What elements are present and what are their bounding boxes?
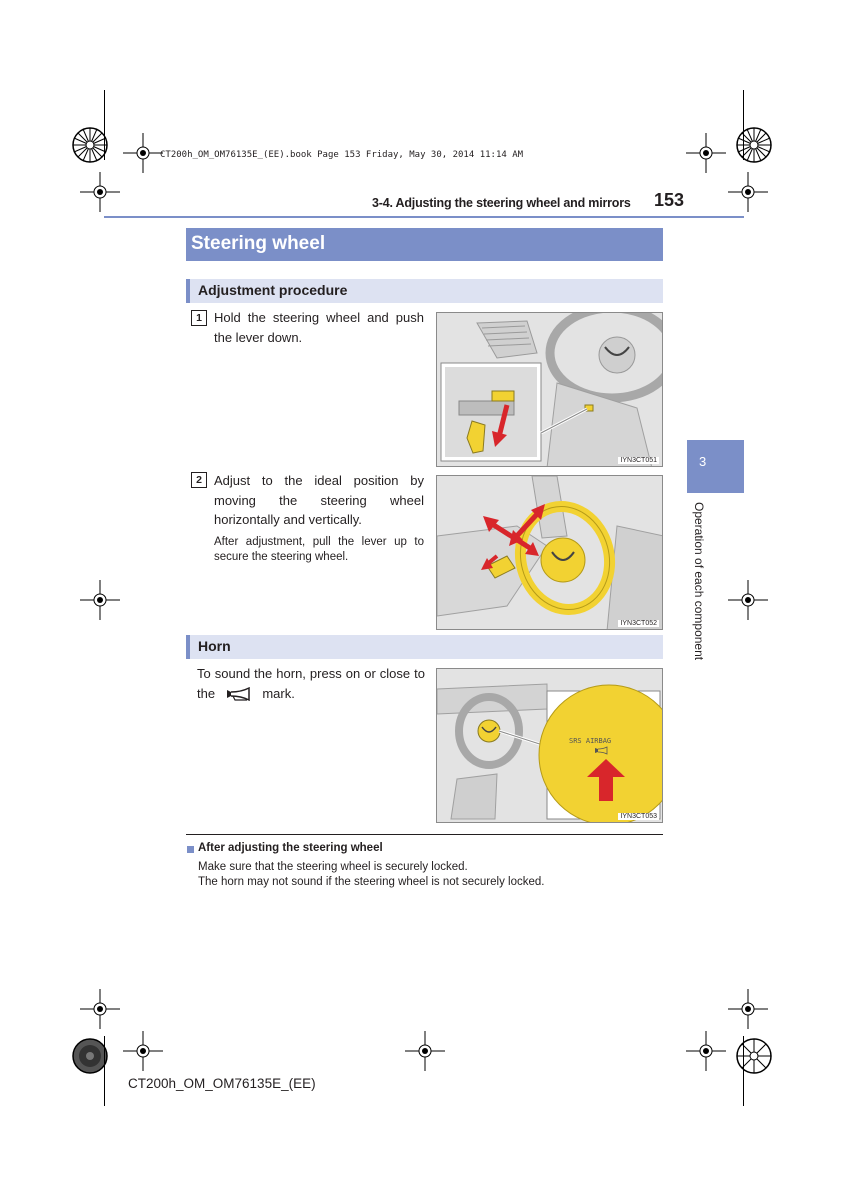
- figure-steering-lever: [436, 312, 663, 467]
- horn-heading: Horn: [198, 638, 231, 654]
- note-line: The horn may not sound if the steering wheel is not securely locked.: [198, 876, 545, 888]
- header-rule: [104, 216, 744, 218]
- step-number: 1: [191, 310, 207, 326]
- crop-line: [104, 90, 105, 160]
- horn-illustration: [437, 669, 663, 823]
- steering-movement-illustration: [437, 476, 663, 630]
- section-title-bar: [186, 228, 663, 261]
- figure-code: IYN3CT052: [620, 620, 657, 627]
- crosshair-mark-icon: [123, 1031, 163, 1071]
- crosshair-mark-icon: [80, 172, 120, 212]
- horn-text-before: To sound the horn, press on or close to the: [197, 666, 425, 701]
- subsection-heading-bar: [186, 279, 663, 303]
- crosshair-mark-icon: [123, 133, 163, 173]
- note-line: Make sure that the steering wheel is securely locked.: [198, 861, 468, 873]
- crosshair-mark-icon: [80, 580, 120, 620]
- adjustment-heading: Adjustment procedure: [198, 282, 348, 298]
- figure-code: IYN3CT053: [620, 813, 657, 820]
- crosshair-mark-icon: [686, 1031, 726, 1071]
- step-text: Hold the steering wheel and push the lever down.: [214, 310, 424, 345]
- chapter-number: 3: [699, 454, 707, 469]
- figure-steering-movement: [436, 475, 663, 630]
- subsection-heading-bar: [186, 635, 663, 659]
- note-title: After adjusting the steering wheel: [198, 842, 383, 854]
- crosshair-mark-icon: [728, 580, 768, 620]
- horn-text-after: mark.: [262, 685, 295, 701]
- srs-airbag-label: SRS AIRBAG: [569, 737, 612, 745]
- steering-lever-illustration: [437, 313, 663, 467]
- chapter-label: Operation of each component: [692, 502, 706, 661]
- horn-text: [197, 664, 425, 703]
- crop-line: [743, 1036, 744, 1106]
- note-rule: [186, 834, 663, 835]
- step-text: Adjust to the ideal position by moving the steering wheel horizontally and vertically.: [214, 473, 424, 527]
- crosshair-mark-icon: [728, 989, 768, 1029]
- figure-horn: [436, 668, 663, 823]
- figure-code: IYN3CT051: [620, 457, 657, 464]
- page-title: Steering wheel: [191, 233, 326, 254]
- crosshair-mark-icon: [728, 172, 768, 212]
- book-info-line: CT200h_OM_OM76135E_(EE).book Page 153 Friday, May 30, 2014 11:14 AM: [160, 150, 524, 160]
- crosshair-mark-icon: [686, 133, 726, 173]
- page-number: 153: [654, 190, 685, 210]
- crop-line: [743, 90, 744, 160]
- registration-mark-icon: [734, 125, 774, 165]
- chapter-tab[interactable]: [687, 440, 744, 493]
- registration-mark-icon: [734, 1036, 774, 1076]
- crop-line: [104, 1036, 105, 1106]
- note-bullet: [187, 846, 194, 853]
- horn-icon: [225, 687, 253, 701]
- step-number: 2: [191, 472, 207, 488]
- crosshair-mark-icon: [80, 989, 120, 1029]
- step-note: After adjustment, pull the lever up to secure the steering wheel.: [214, 536, 424, 563]
- footer-doc-id: CT200h_OM_OM76135E_(EE): [128, 1076, 316, 1091]
- running-header-section: 3-4. Adjusting the steering wheel and mirrors: [372, 196, 631, 210]
- crosshair-mark-icon: [405, 1031, 445, 1071]
